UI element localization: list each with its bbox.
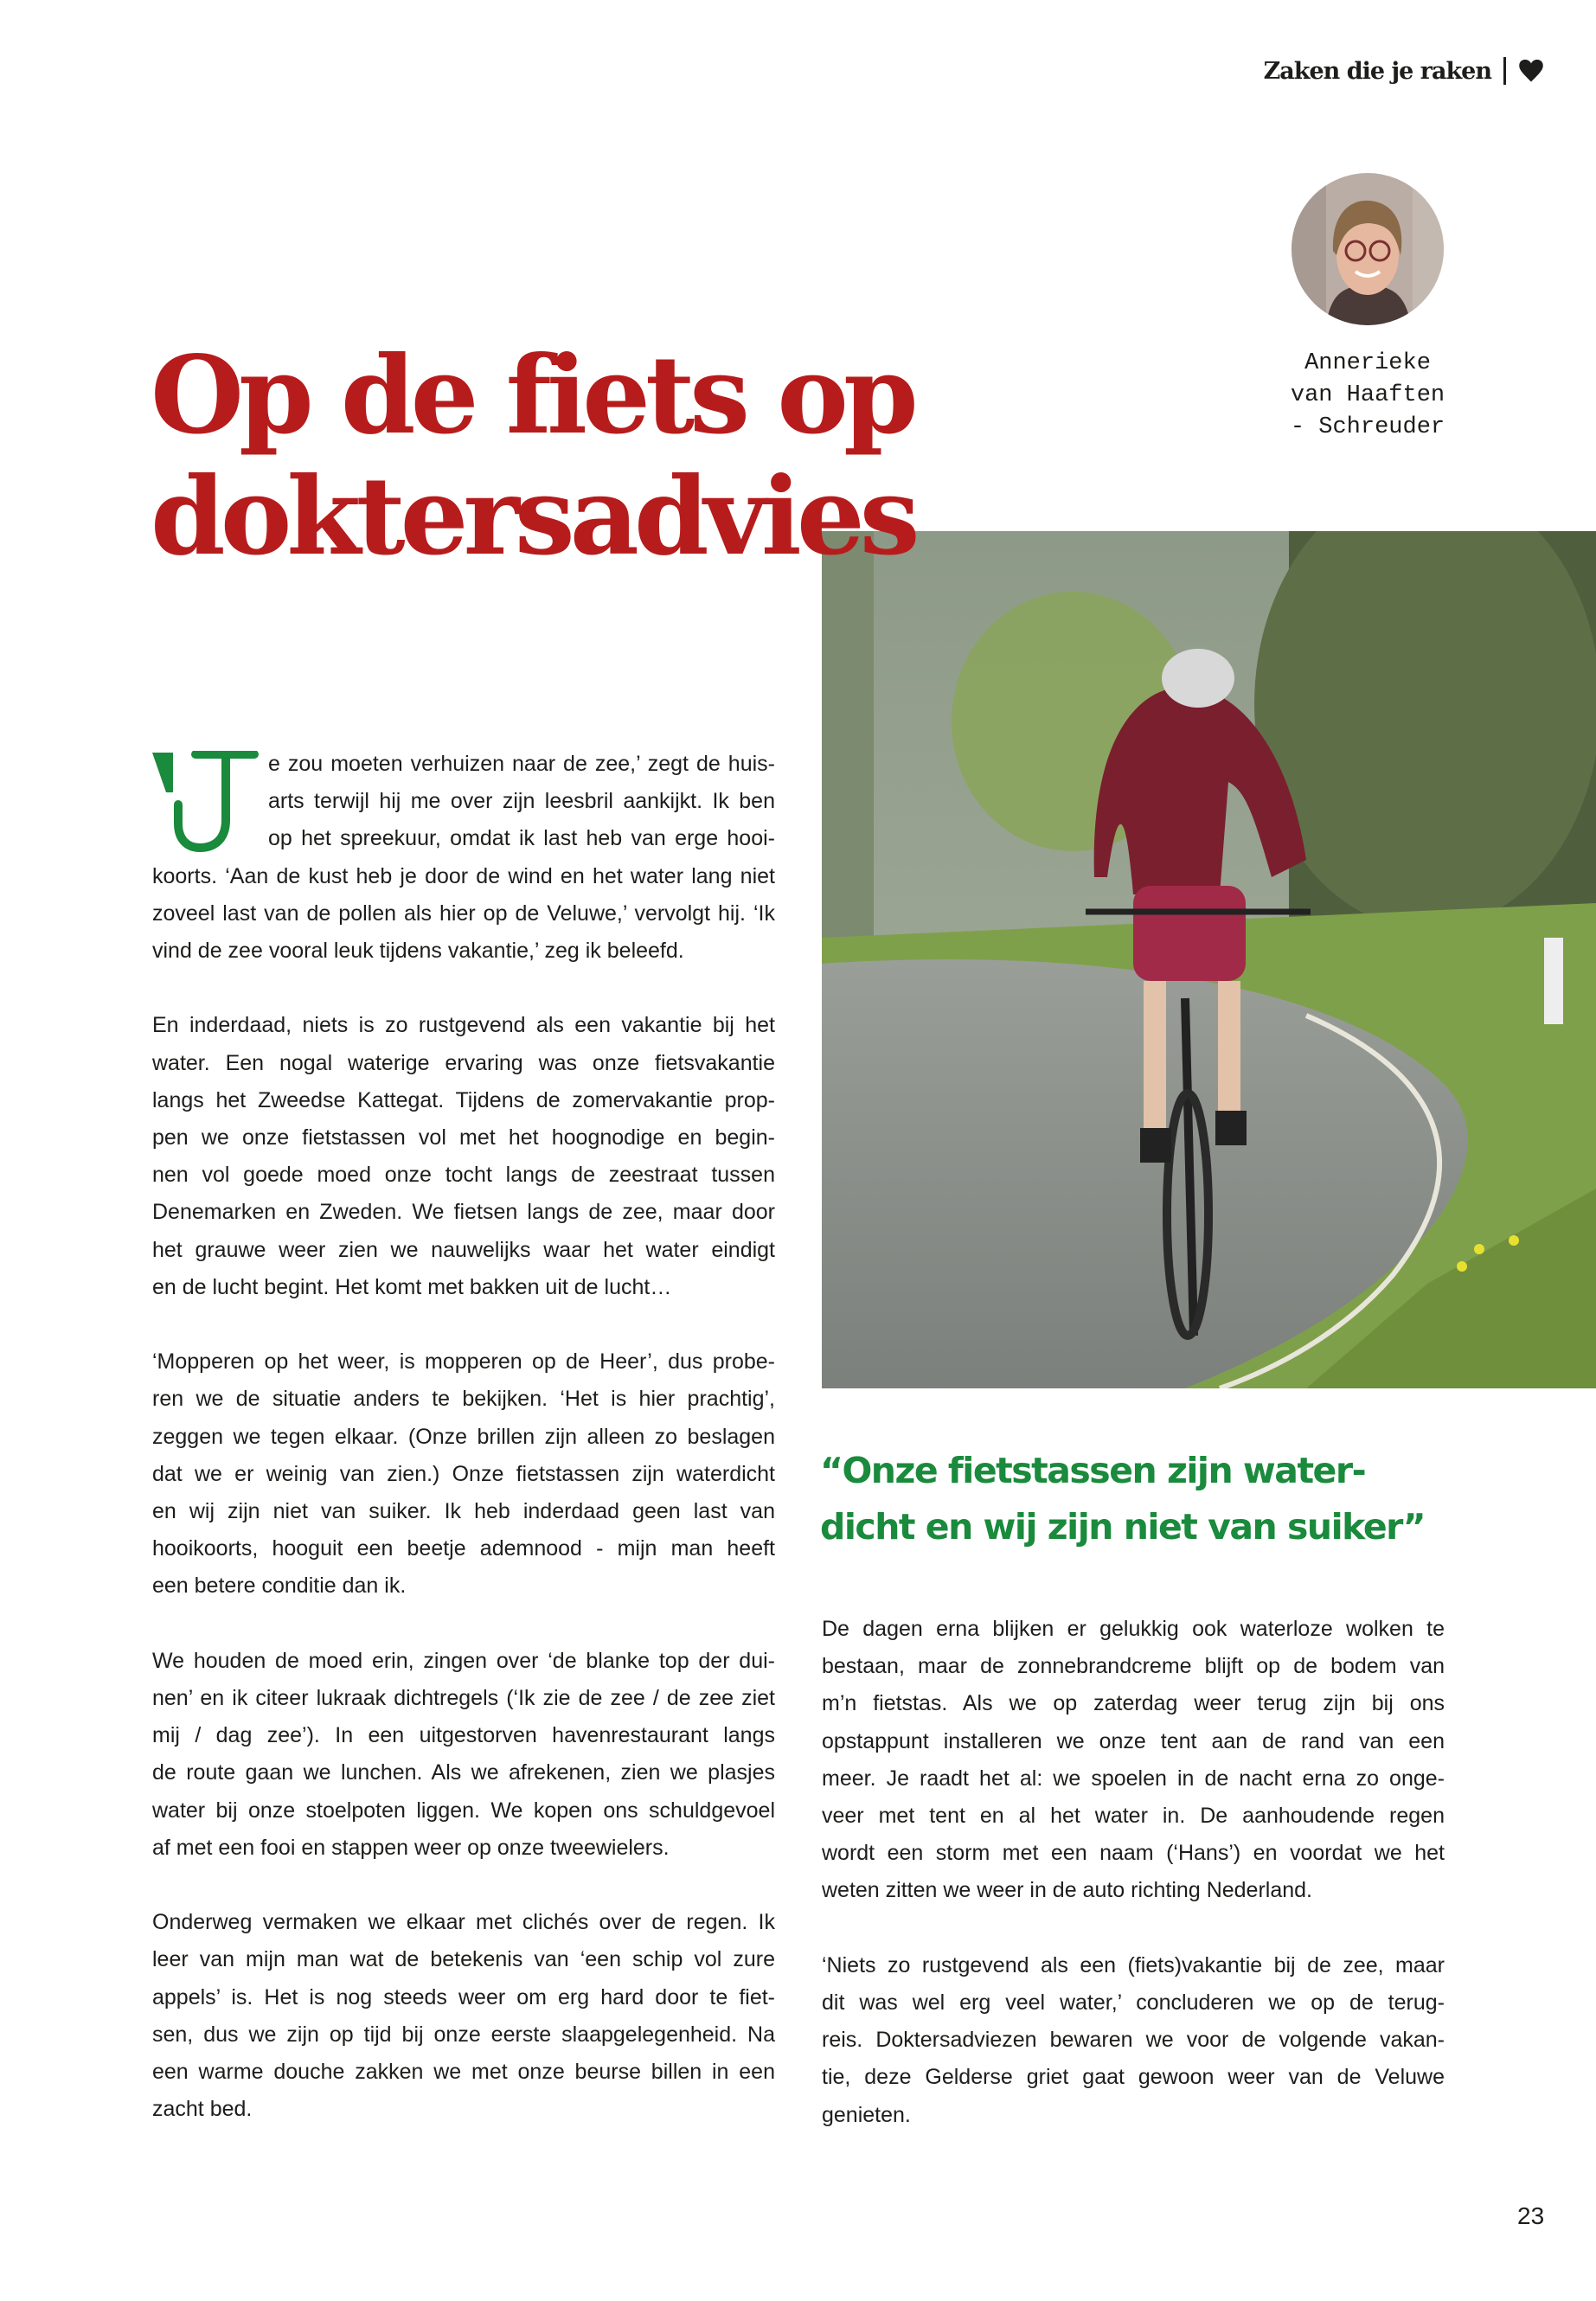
text-line: koorts. ‘Aan de kust heb je door de wind en het water lang niet [152, 863, 775, 888]
text-line: water bij onze stoelpoten liggen. We kopen ons schuldgevoel [152, 1798, 775, 1823]
title-line: Op de fiets op [151, 333, 913, 458]
author-line: - Schreuder [1290, 414, 1445, 440]
text-line: tie, deze Gelderse griet gaat gewoon weer van de Veluwe [822, 2065, 1445, 2090]
paragraph [152, 1643, 775, 1867]
text-line: en de lucht begint. Het komt met bakken uit de lucht… [152, 1274, 672, 1299]
text-line: Onderweg vermaken we elkaar met clichés over de regen. Ik [152, 1910, 775, 1935]
text-line: sen, dus we zijn op tijd bij onze eerste slaapgelegenheid. Na [152, 2022, 775, 2047]
text-line: Denemarken en Zweden. We fietsen langs de zee, maar door [152, 1200, 775, 1225]
text-line: een warme douche zakken we met onze beurse billen in een [152, 2060, 775, 2085]
text-line: leer van mijn man wat de betekenis van ‘een schip vol zure [152, 1947, 775, 1972]
text-line: veer met tent en al het water in. De aanhoudende regen [822, 1804, 1445, 1829]
text-line: dat we er weinig van zien.) Onze fietstassen zijn waterdicht [152, 1461, 775, 1486]
text-line: ren we de situatie anders te bekijken. ‘Het is hier prachtig’, [152, 1387, 775, 1412]
cyclist-photo [822, 531, 1596, 1388]
author-name [1237, 348, 1498, 444]
left-column [152, 746, 775, 2166]
text-line: een betere conditie dan ik. [152, 1574, 407, 1599]
text-line: zeggen we tegen elkaar. (Onze brillen zijn alleen zo beslagen [152, 1424, 775, 1449]
heart-icon [1518, 58, 1544, 84]
text-line: de route gaan we lunchen. Als we afrekenen, zien we plasjes [152, 1760, 775, 1785]
text-line: dit was wel erg veel water,’ concluderen we op de terug- [822, 1990, 1445, 2016]
pull-quote [820, 1443, 1477, 1555]
text-line: arts terwijl hij me over zijn leesbril aankijkt. Ik ben [268, 789, 775, 814]
text-line: En inderdaad, niets is zo rustgevend als een vakantie bij het [152, 1013, 775, 1038]
text-line: opstappunt installeren we onze tent aan de rand van een [822, 1728, 1445, 1753]
paragraph [152, 1343, 775, 1605]
text-line: reis. Doktersadviezen bewaren we voor de volgende vakan- [822, 2028, 1445, 2053]
drop-cap [152, 751, 260, 855]
divider [1503, 57, 1506, 85]
text-line: genieten. [822, 2102, 911, 2127]
text-line: en wij zijn niet van suiker. Ik heb inderdaad geen last van [152, 1499, 775, 1524]
text-line: De dagen erna blijken er gelukkig ook waterloze wolken te [822, 1617, 1445, 1641]
text-line: m’n fietstas. Als we op zaterdag weer terug zijn bij ons [822, 1691, 1445, 1716]
text-line: pen we onze fietstassen vol met het hoognodige en begin- [152, 1125, 775, 1150]
pull-quote-line: “Onze fietstassen zijn water- [820, 1450, 1366, 1491]
paragraph [152, 1007, 775, 1306]
text-line: af met een fooi en stappen weer op onze tweewielers. [152, 1835, 670, 1860]
pull-quote-line: dicht en wij zijn niet van suiker” [820, 1506, 1426, 1548]
text-line: zacht bed. [152, 2097, 253, 2122]
text-line: op het spreekuur, omdat ik last heb van erge hooi- [268, 826, 775, 851]
text-line: vind de zee vooral leuk tijdens vakantie,’ zeg ik beleefd. [152, 939, 684, 964]
text-line: ‘Niets zo rustgevend als een (fiets)vakantie bij de zee, maar [822, 1952, 1445, 1977]
text-line: wordt een storm met een naam (‘Hans’) en voordat we het [822, 1841, 1445, 1866]
text-line: appels’ is. Het is nog steeds weer om erg hard door te fiet- [152, 1984, 775, 2009]
text-line: e zou moeten verhuizen naar de zee,’ zegt de huis- [268, 752, 775, 776]
author-line: van Haaften [1290, 382, 1445, 408]
text-line: mij / dag zee’). In een uitgestorven havenrestaurant langs [152, 1723, 775, 1748]
right-column [822, 1611, 1445, 2171]
section-header [1264, 57, 1544, 85]
text-line: water. Een nogal waterige ervaring was onze fietsvakantie [152, 1050, 775, 1075]
paragraph [822, 1947, 1445, 2134]
paragraph [152, 1904, 775, 2128]
paragraph [822, 1611, 1445, 1910]
author-avatar [1292, 173, 1444, 325]
text-line: We houden de moed erin, zingen over ‘de blanke top der dui- [152, 1648, 775, 1673]
section-label: Zaken die je raken [1263, 57, 1491, 85]
page-number: 23 [1517, 2202, 1545, 2229]
page-title [151, 333, 915, 580]
text-line: het grauwe weer zien we nauwelijks waar het water eindigt [152, 1237, 775, 1262]
text-line: bestaan, maar de zonnebrandcreme blijft op de bodem van [822, 1654, 1445, 1679]
text-line: langs het Zweedse Kattegat. Tijdens de zomervakantie prop- [152, 1087, 775, 1112]
text-line: nen’ en ik citeer lukraak dichtregels (‘Ik zie de zee / de zee ziet [152, 1686, 775, 1711]
text-line: zoveel last van de pollen als hier op de Veluwe,’ vervolgt hij. ‘Ik [152, 901, 775, 926]
text-line: weten zitten we weer in de auto richting Nederland. [822, 1878, 1312, 1903]
title-line: doktersadvies [151, 454, 915, 580]
text-line: ‘Mopperen op het weer, is mopperen op de Heer’, dus probe- [152, 1349, 775, 1375]
text-line: nen vol goede moed onze tocht langs de zeestraat tussen [152, 1163, 775, 1188]
text-line: hooikoorts, hooguit een beetje ademnood - mijn man heeft [152, 1536, 775, 1561]
text-line: meer. Je raadt het al: we spoelen in de nacht erna zo onge- [822, 1766, 1445, 1791]
author-line: Annerieke [1304, 350, 1431, 376]
